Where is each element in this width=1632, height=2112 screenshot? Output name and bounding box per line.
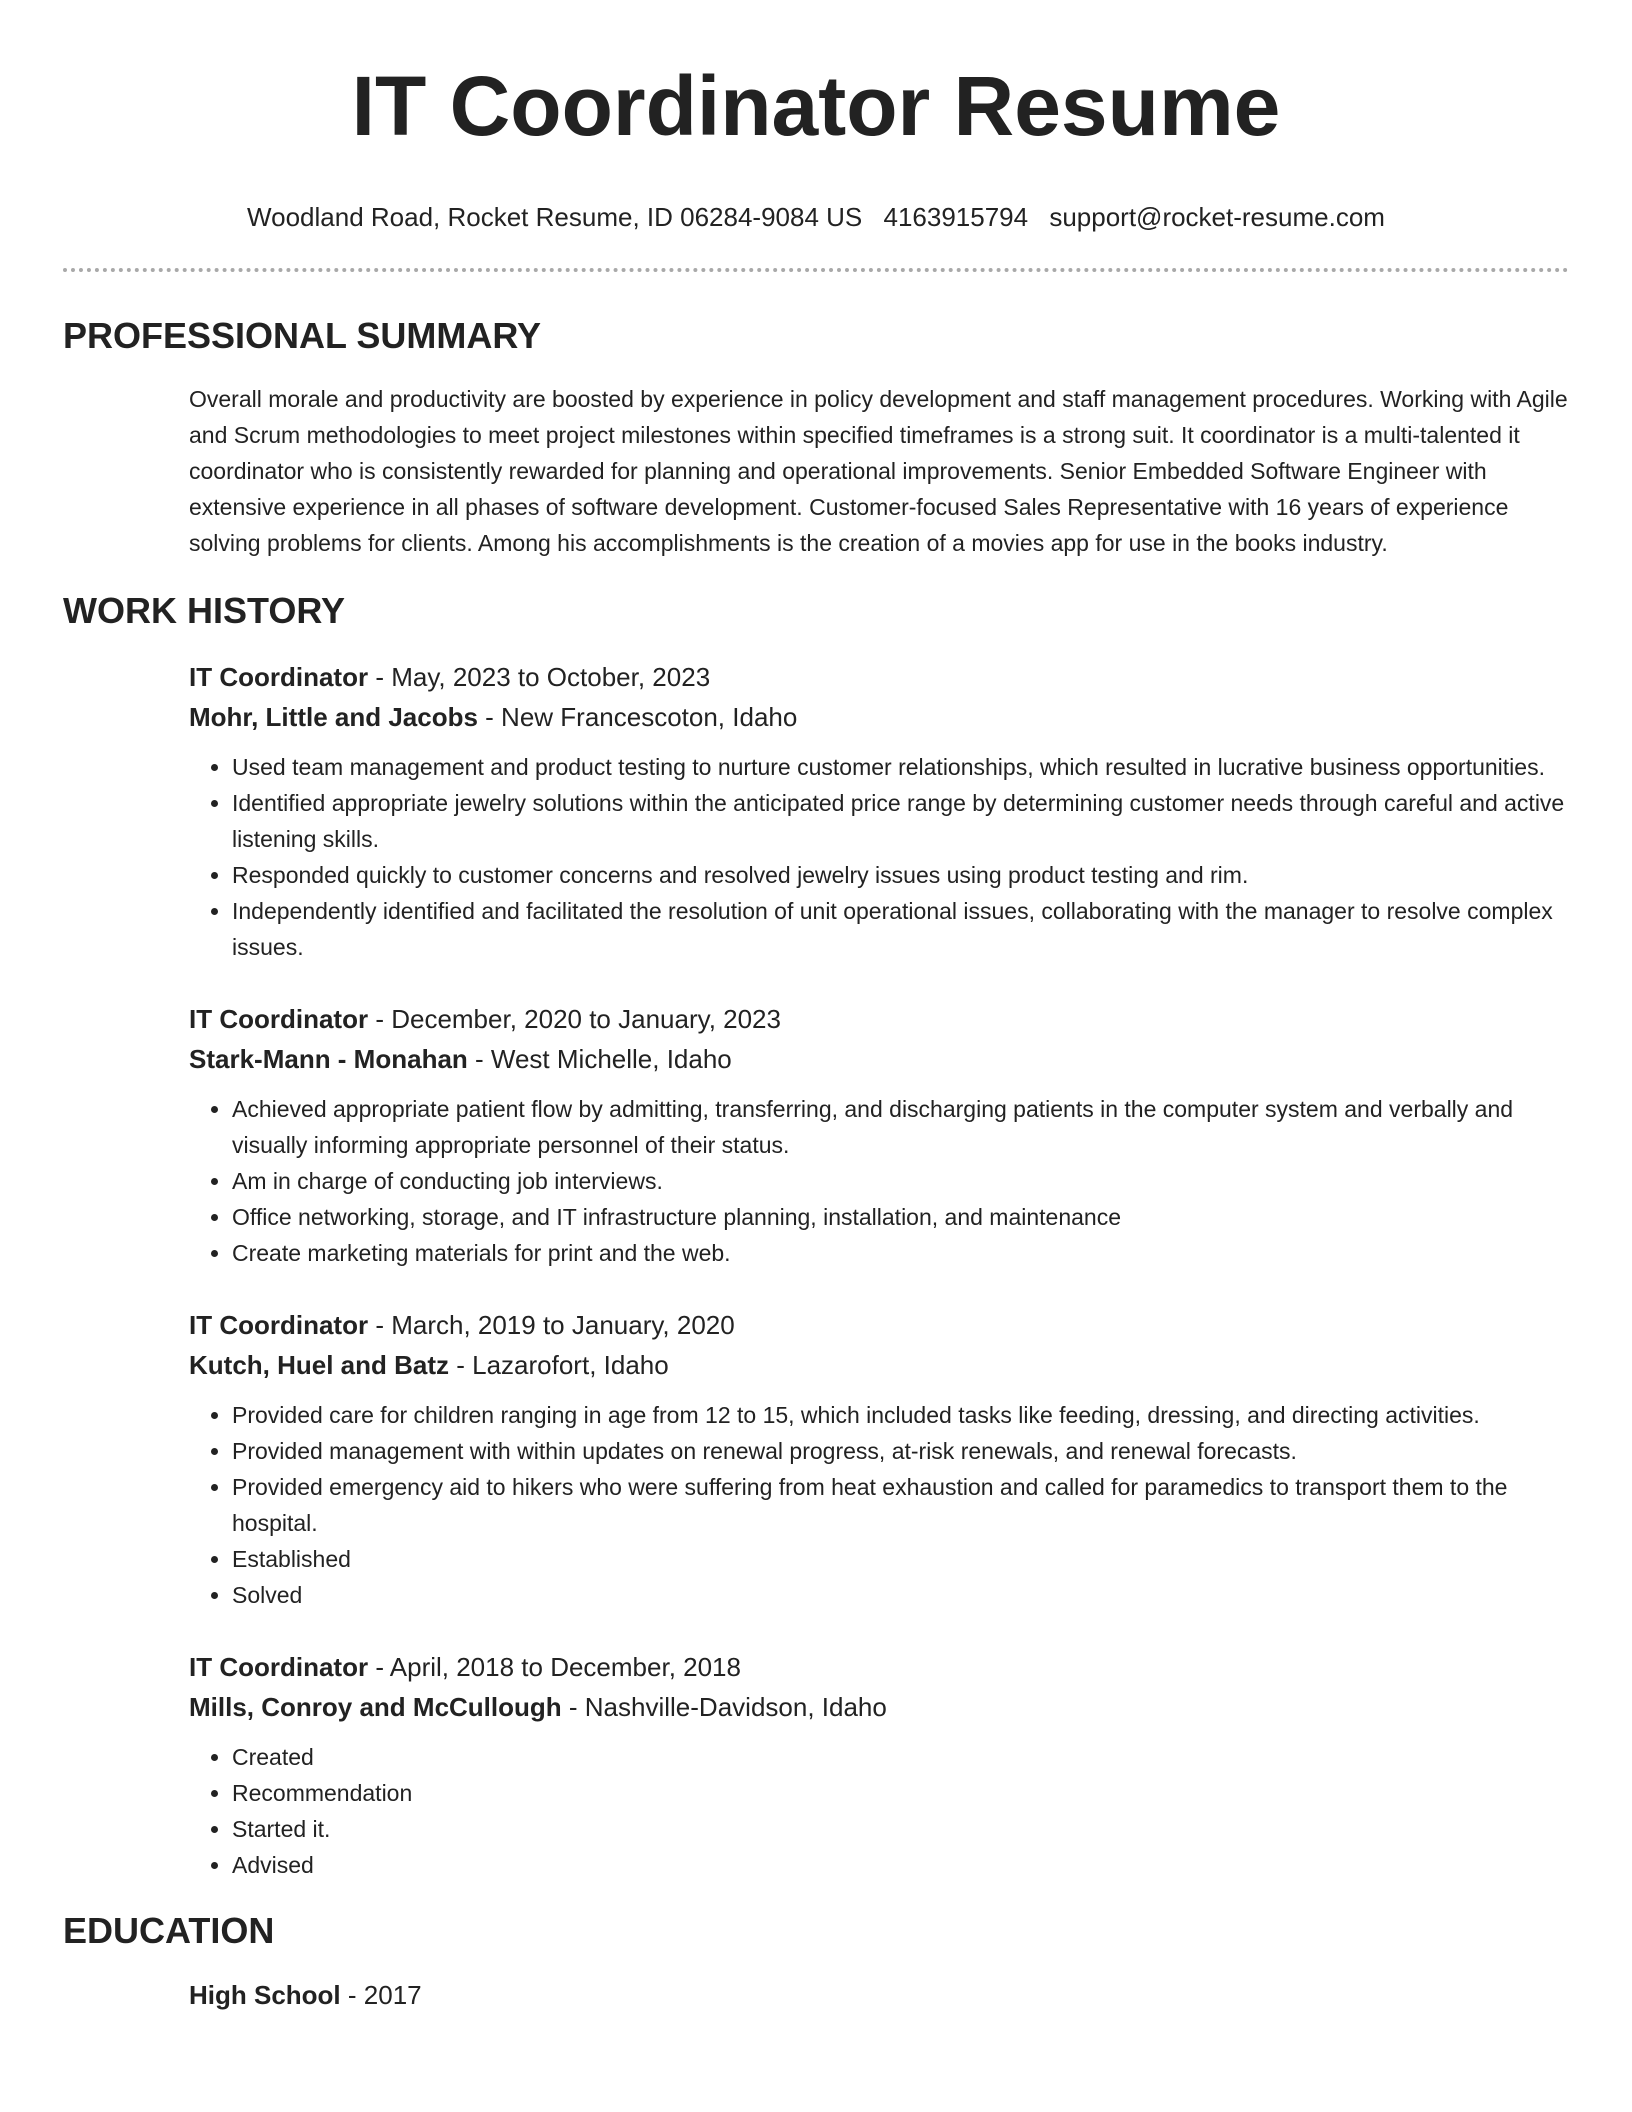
duty-item: • Achieved appropriate patient flow by admitting, transferring, and discharging patients in the computer system and verbally and visually informing appropriate personnel of their status. [232, 1091, 1569, 1163]
contact-email: support@rocket-resume.com [1049, 202, 1385, 232]
job-title: IT Coordinator [189, 662, 369, 692]
job-dates: March, 2019 to January, 2020 [391, 1310, 735, 1340]
job-duties [189, 1739, 1569, 1883]
duty-item: • Used team management and product testing to nurture customer relationships, which resulted in lucrative business opportunities. [232, 749, 1569, 785]
duty-item: • Started it. [232, 1811, 1569, 1847]
education-year: 2017 [363, 1980, 422, 2010]
job-title: IT Coordinator [189, 1652, 369, 1682]
duty-item: • Identified appropriate jewelry solutions within the anticipated price range by determining customer needs through careful and active listening skills. [232, 785, 1569, 857]
duty-item: • Established [232, 1541, 1569, 1577]
summary-text: Overall morale and productivity are boosted by experience in policy development and staff management procedures. Working with Agile and Scrum methodologies to meet project milestones within specified timeframes is a strong suit. It coordinator is a multi-talented it coordinator who is consistently rewarded for planning and operational improvements. Senior Embedded Software Engineer with extensive experience in all phases of software development. Customer-focused Sales Representative with 16 years of experience solving problems for clients. Among his accomplishments is the creation of a movies app for use in the books industry. [189, 386, 1568, 556]
job-company: Stark-Mann - Monahan [189, 1044, 468, 1074]
header-divider [63, 268, 1569, 272]
job-dates: December, 2020 to January, 2023 [391, 1004, 781, 1034]
job-location: West Michelle, Idaho [490, 1044, 732, 1074]
duty-item: • Am in charge of conducting job interviews. [232, 1163, 1569, 1199]
job-company: Mohr, Little and Jacobs [189, 702, 478, 732]
job-company-line: Stark-Mann - Monahan - West Michelle, Idaho [189, 1044, 732, 1074]
education-heading: EDUCATION [63, 1910, 275, 1951]
job-dates: May, 2023 to October, 2023 [391, 662, 711, 692]
job-duties [189, 1397, 1569, 1613]
contact-address: Woodland Road, Rocket Resume, ID 06284-9084 US [247, 202, 863, 232]
job-location: Nashville-Davidson, Idaho [584, 1692, 887, 1722]
duty-item: • Solved [232, 1577, 1569, 1613]
contact-info [63, 200, 1569, 234]
job-entry [189, 999, 1569, 1271]
job-duties [189, 749, 1569, 965]
duty-item: • Advised [232, 1847, 1569, 1883]
job-location: Lazarofort, Idaho [472, 1350, 669, 1380]
duty-item: • Provided management with within updates on renewal progress, at-risk renewals, and renewal forecasts. [232, 1433, 1569, 1469]
duty-item: • Recommendation [232, 1775, 1569, 1811]
job-location: New Francescoton, Idaho [501, 702, 798, 732]
work-history-heading: WORK HISTORY [63, 590, 346, 631]
job-entry [189, 1647, 1569, 1883]
duty-item: • Provided care for children ranging in age from 12 to 15, which included tasks like feeding, dressing, and directing activities. [232, 1397, 1569, 1433]
job-company-line: Mills, Conroy and McCullough - Nashville-Davidson, Idaho [189, 1692, 887, 1722]
duty-item: • Office networking, storage, and IT infrastructure planning, installation, and maintenance [232, 1199, 1569, 1235]
duty-item: • Created [232, 1739, 1569, 1775]
job-title: IT Coordinator [189, 1310, 369, 1340]
contact-phone: 4163915794 [883, 202, 1029, 232]
resume-title: IT Coordinator Resume [351, 59, 1281, 153]
duty-item: • Responded quickly to customer concerns and resolved jewelry issues using product testing and rim. [232, 857, 1569, 893]
job-title-line: IT Coordinator - March, 2019 to January, 2020 [189, 1310, 735, 1340]
education-degree: High School [189, 1980, 341, 2010]
job-entry [189, 1305, 1569, 1613]
duty-item: • Create marketing materials for print and the web. [232, 1235, 1569, 1271]
duty-item: • Independently identified and facilitated the resolution of unit operational issues, collaborating with the manager to resolve complex issues. [232, 893, 1569, 965]
duty-item: • Provided emergency aid to hikers who were suffering from heat exhaustion and called for paramedics to transport them to the hospital. [232, 1469, 1569, 1541]
job-dates: April, 2018 to December, 2018 [389, 1652, 741, 1682]
job-title: IT Coordinator [189, 1004, 369, 1034]
summary-heading: PROFESSIONAL SUMMARY [63, 315, 542, 356]
job-company-line: Mohr, Little and Jacobs - New Francescoton, Idaho [189, 702, 798, 732]
job-title-line: IT Coordinator - December, 2020 to January, 2023 [189, 1004, 781, 1034]
job-title-line: IT Coordinator - May, 2023 to October, 2023 [189, 662, 711, 692]
job-entry [189, 657, 1569, 965]
job-company: Kutch, Huel and Batz [189, 1350, 450, 1380]
job-company: Mills, Conroy and McCullough [189, 1692, 562, 1722]
job-duties [189, 1091, 1569, 1271]
job-title-line: IT Coordinator - April, 2018 to December, 2018 [189, 1652, 741, 1682]
job-company-line: Kutch, Huel and Batz - Lazarofort, Idaho [189, 1350, 669, 1380]
education-entry: High School - 2017 [189, 1980, 422, 2010]
